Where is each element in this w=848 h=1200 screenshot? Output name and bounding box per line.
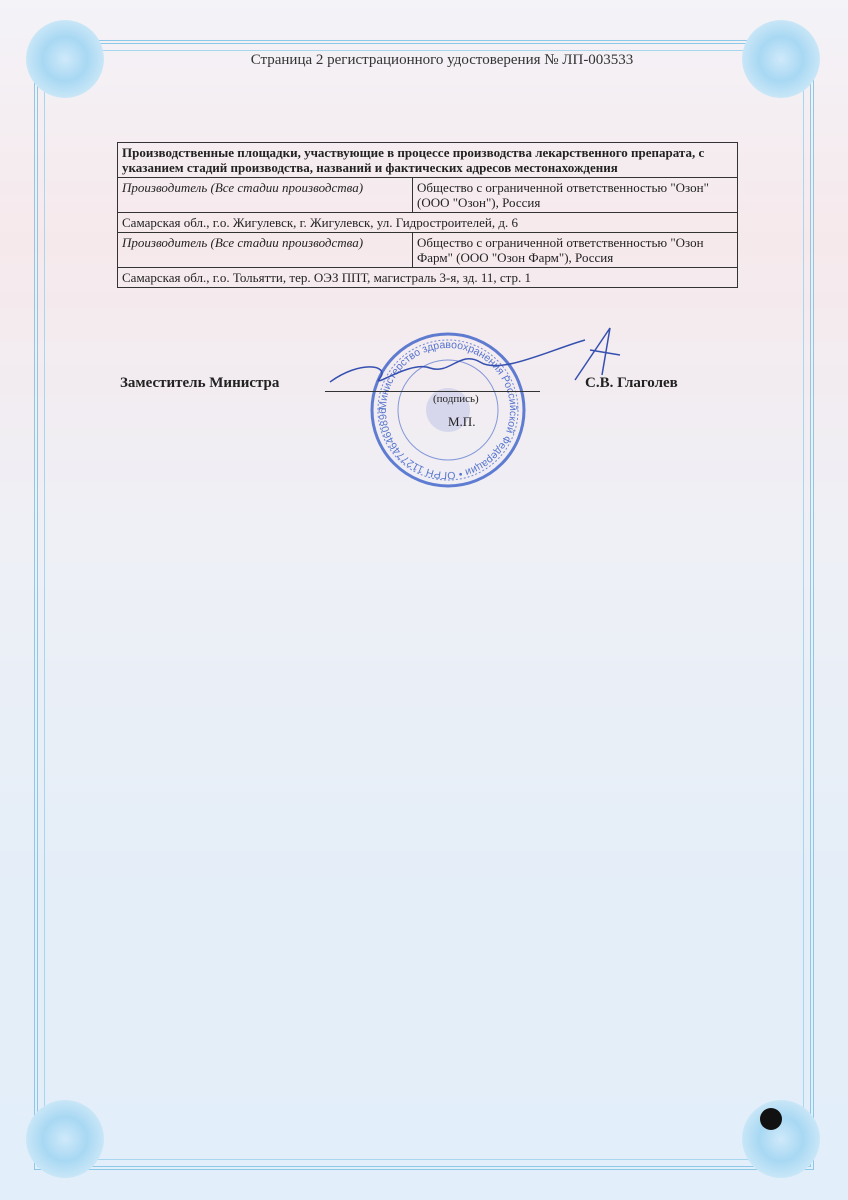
site-address: Самарская обл., г.о. Жигулевск, г. Жигулевск, ул. Гидростроителей, д. 6 [118, 213, 738, 233]
site-stage: Производитель (Все стадии производства) [118, 233, 413, 268]
table-row [118, 233, 738, 268]
signature-line [325, 391, 540, 392]
site-name: Общество с ограниченной ответственностью "Озон" (ООО "Озон"), Россия [413, 178, 738, 213]
svg-text:Министерство здравоохранения Р: Министерство здравоохранения Российской Федерации • ОГРН 1127746460896 [376, 338, 520, 482]
site-stage: Производитель (Все стадии производства) [118, 178, 413, 213]
corner-rosette [742, 1100, 820, 1178]
signatory-name: С.В. Глаголев [585, 375, 678, 391]
page-title: Страница 2 регистрационного удостоверения № ЛП-003533 [250, 52, 634, 68]
site-name: Общество с ограниченной ответственностью "Озон Фарм" (ООО "Озон Фарм"), Россия [413, 233, 738, 268]
corner-rosette [26, 1100, 104, 1178]
table-heading: Производственные площадки, участвующие в процессе производства лекарственного препарата, с указанием стадий производства, названий и фактических адресов местонахождения [118, 143, 738, 178]
punch-hole [760, 1108, 782, 1130]
signature-caption: (подпись) [433, 393, 479, 405]
seal-mark: М.П. [448, 414, 476, 429]
signatory-position: Заместитель Министра [120, 375, 280, 391]
handwritten-signature [320, 320, 630, 400]
production-sites-table [117, 142, 738, 288]
site-address: Самарская обл., г.о. Тольятти, тер. ОЭЗ ППТ, магистраль 3-я, зд. 11, стр. 1 [118, 268, 738, 288]
table-row [118, 178, 738, 213]
